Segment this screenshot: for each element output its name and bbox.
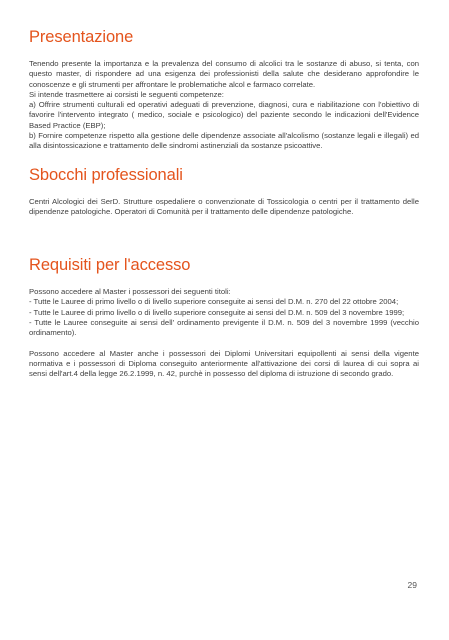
section-presentazione [29,28,419,152]
paragraph: Si intende trasmettere ai corsisti le seguenti competenze: [29,89,224,99]
paragraph: b) Fornire competenze rispetto alla gestione delle dipendenze associate all'alcolismo (sostanze legali e illegali) ed alla disintossicazione e trattamento delle sindromi astinenziali da sostanze psicoattive. [29,131,419,151]
section-sbocchi [29,166,419,218]
heading-presentazione: Presentazione [29,28,134,46]
paragraph: - Tutte le Lauree di primo livello o di livello superiore conseguite ai sensi del D.M. n. 509 del 3 novembre 1999; [29,307,405,317]
heading-sbocchi-professionali: Sbocchi professionali [29,166,183,184]
heading-requisiti-accesso: Requisiti per l'accesso [29,256,191,274]
paragraph: Possono accedere al Master i possessori dei seguenti titoli: [29,287,231,296]
paragraph-spacer [29,338,419,348]
section-requisiti [29,256,419,380]
page-number: 29 [407,580,417,590]
paragraph: Centri Alcologici dei SerD. Strutture ospedaliere o convenzionate di Tossicologia o centri per il trattamento delle dipendenze patologiche. Operatori di Comunità per il trattamento delle dipendenze patologiche. [29,197,419,217]
paragraph: Tenendo presente la importanza e la prevalenza del consumo di alcolici tra le sostanze di abuso, si tenta, con questo master, di rispondere ad una esigenza dei professionisti della salute che desiderano approfondire le conoscenze e gli strumenti per affrontare le problematiche alcol e farmaco correlate. [29,59,419,89]
paragraph: - Tutte le Lauree di primo livello o di livello superiore conseguite ai sensi del D.M. n. 270 del 22 ottobre 2004; [29,297,399,307]
paragraph: Possono accedere al Master anche i possessori dei Diplomi Universitari equipollenti ai sensi della vigente normativa e i possessori di Diploma conseguito anteriormente all'attivazione dei corsi di laurea di cui sopra ai sensi dell'art.4 della legge 26.2.1999, n. 42, purchè in possesso del diploma di istruzione di secondo grado. [29,348,419,379]
paragraph: a) Offrire strumenti culturali ed operativi adeguati di prevenzione, diagnosi, cura e riabilitazione con l'obiettivo di favorire l'intervento integrato ( medico, sociale e psicologico) del paziente secondo le indicazioni dell'Evidence Based Practice (EBP); [29,100,419,130]
paragraph: - Tutte le Lauree conseguite ai sensi dell' ordinamento previgente il D.M. n. 509 del 3 novembre 1999 (vecchio ordinamento). [29,317,419,338]
